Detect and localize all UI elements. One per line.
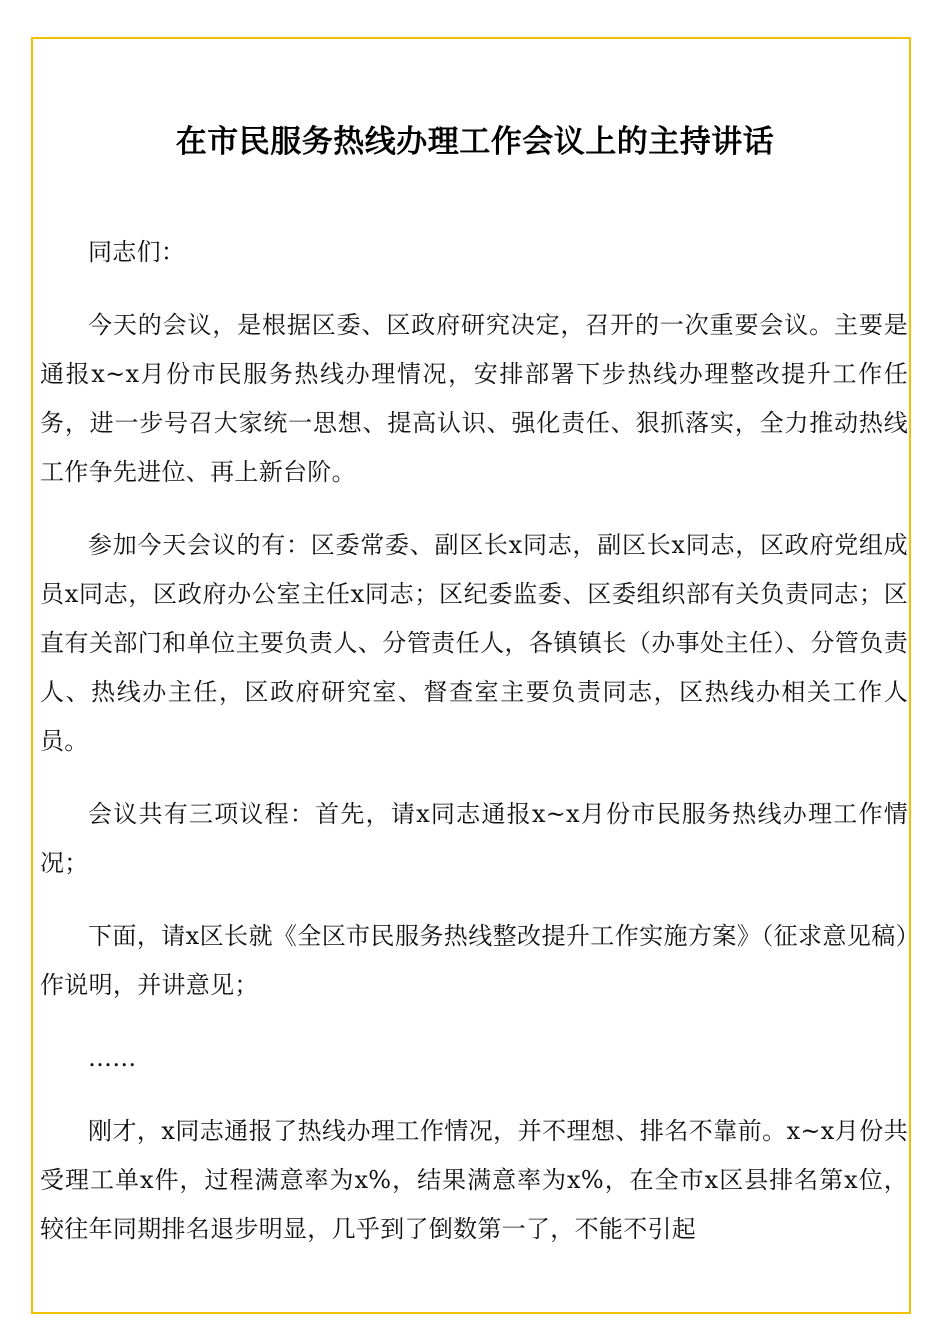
document-body <box>40 228 908 1278</box>
paragraph-agenda-second: 下面，请x区长就《全区市民服务热线整改提升工作实施方案》（征求意见稿）作说明，并讲意见； <box>40 922 908 999</box>
document-title: 在市民服务热线办理工作会议上的主持讲话 <box>175 123 775 160</box>
paragraph-meeting-purpose: 今天的会议，是根据区委、区政府研究决定，召开的一次重要会议。主要是通报x~x月份市民服务热线办理情况，安排部署下步热线办理整改提升工作任务，进一步号召大家统一思想、提高认识、强化责任、狠抓落实，全力推动热线工作争先进位、再上新台阶。 <box>40 311 908 486</box>
paragraph-summary: 刚才，x同志通报了热线办理工作情况，并不理想、排名不靠前。x~x月份共受理工单x件，过程满意率为x%，结果满意率为x%，在全市x区县排名第x位，较往年同期排名退步明显，几乎到了倒数第一了，不能不引起 <box>40 1117 908 1243</box>
paragraph-agenda-first: 会议共有三项议程：首先，请x同志通报x~x月份市民服务热线办理工作情况； <box>40 800 908 877</box>
paragraph-ellipsis: …… <box>88 1044 137 1072</box>
paragraph-attendees: 参加今天会议的有：区委常委、副区长x同志，副区长x同志，区政府党组成员x同志，区政府办公室主任x同志；区纪委监委、区委组织部有关负责同志；区直有关部门和单位主要负责人、分管责任人，各镇镇长（办事处主任）、分管负责人、热线办主任，区政府研究室、督查室主要负责同志，区热线办相关工作人员。 <box>40 531 908 755</box>
paragraph-salutation: 同志们： <box>88 238 186 266</box>
